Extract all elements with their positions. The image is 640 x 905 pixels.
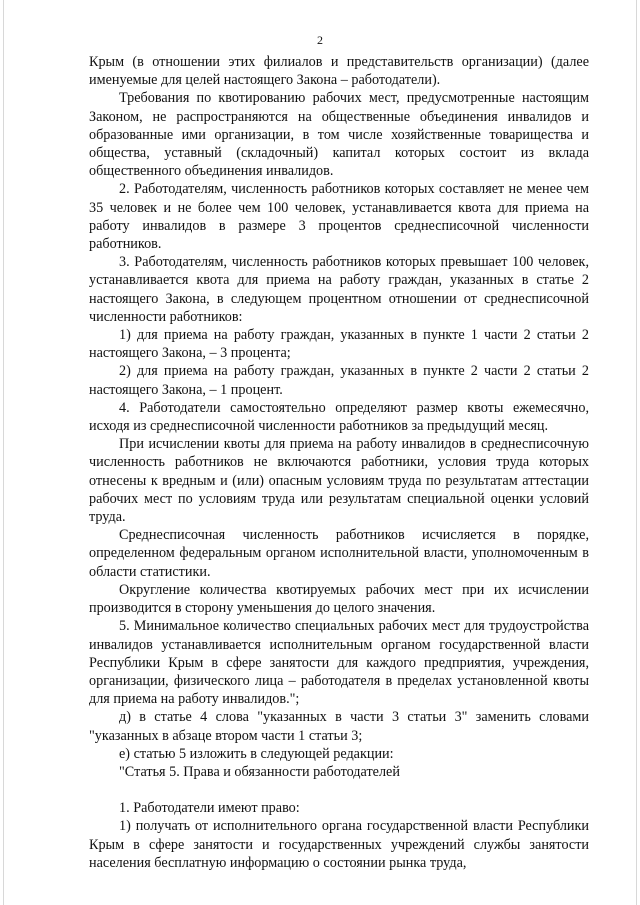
paragraph: 3. Работодателям, численность работников которых превышает 100 человек, устанавливается квота для приема на работу граждан, указанных в статье 2 настоящего Закона, в следующем процентном отношении от среднесписочной численности работников: xyxy=(89,254,589,325)
paragraph: 4. Работодатели самостоятельно определяют размер квоты ежемесячно, исходя из среднесписочной численности работников за предыдущий месяц. xyxy=(89,399,589,435)
scan-edge-left xyxy=(3,0,4,905)
paragraph: е) статью 5 изложить в следующей редакции: xyxy=(119,745,394,762)
paragraph: 1. Работодатели имеют право: xyxy=(119,800,300,817)
paragraph: Крым (в отношении этих филиалов и представительств организации) (далее именуемые для целей настоящего Закона – работодатели). xyxy=(89,54,589,89)
paragraph: 5. Минимальное количество специальных рабочих мест для трудоустройства инвалидов устанавливается исполнительным органом государственной власти Республики Крым в сфере занятости для каждого предприятия, учреждения, организации, физического лица – работодателя в пределах установленной квоты для приема на работу инвалидов."; xyxy=(89,618,589,708)
document-body xyxy=(89,53,589,872)
paragraph: При исчислении квоты для приема на работу инвалидов в среднесписочную численность работников не включаются работники, условия труда которых отнесены к вредным и (или) опасным условиям труда по результатам аттестации рабочих мест по условиям труда или результатам специальной оценки условий труда. xyxy=(89,436,589,526)
scan-edge-right xyxy=(636,0,637,905)
paragraph: Среднесписочная численность работников исчисляется в порядке, определенном федеральным органом исполнительной власти, уполномоченным в области статистики. xyxy=(89,527,589,580)
paragraph: 2. Работодателям, численность работников которых составляет не менее чем 35 человек и не более чем 100 человек, устанавливается квота для приема на работу инвалидов в размере 3 процентов среднесписочной численности работников. xyxy=(89,181,589,253)
paragraph: Требования по квотированию рабочих мест, предусмотренные настоящим Законом, не распространяются на общественные объединения инвалидов и образованные ими организации, в том числе хозяйственные товарищества и общества, уставный (складочный) капитал которых состоит из вклада общественного объединения инвалидов. xyxy=(89,90,589,180)
paragraph: 2) для приема на работу граждан, указанных в пункте 2 части 2 статьи 2 настоящего Закона, – 1 процент. xyxy=(89,363,589,398)
page-number: 2 xyxy=(317,33,323,47)
paragraph: Округление количества квотируемых рабочих мест при их исчислении производится в сторону уменьшения до целого значения. xyxy=(89,581,589,617)
paragraph: 1) получать от исполнительного органа государственной власти Республики Крым в сфере занятости и государственных учреждений службы занятости населения бесплатную информацию о состоянии рынка труда, xyxy=(89,818,589,871)
paragraph: 1) для приема на работу граждан, указанных в пункте 1 части 2 статьи 2 настоящего Закона, – 3 процента; xyxy=(89,327,589,362)
paragraph: д) в статье 4 слова "указанных в части 3 статьи 3" заменить словами "указанных в абзаце втором части 1 статьи 3; xyxy=(89,709,589,744)
article-heading: "Статья 5. Права и обязанности работодателей xyxy=(119,763,400,780)
